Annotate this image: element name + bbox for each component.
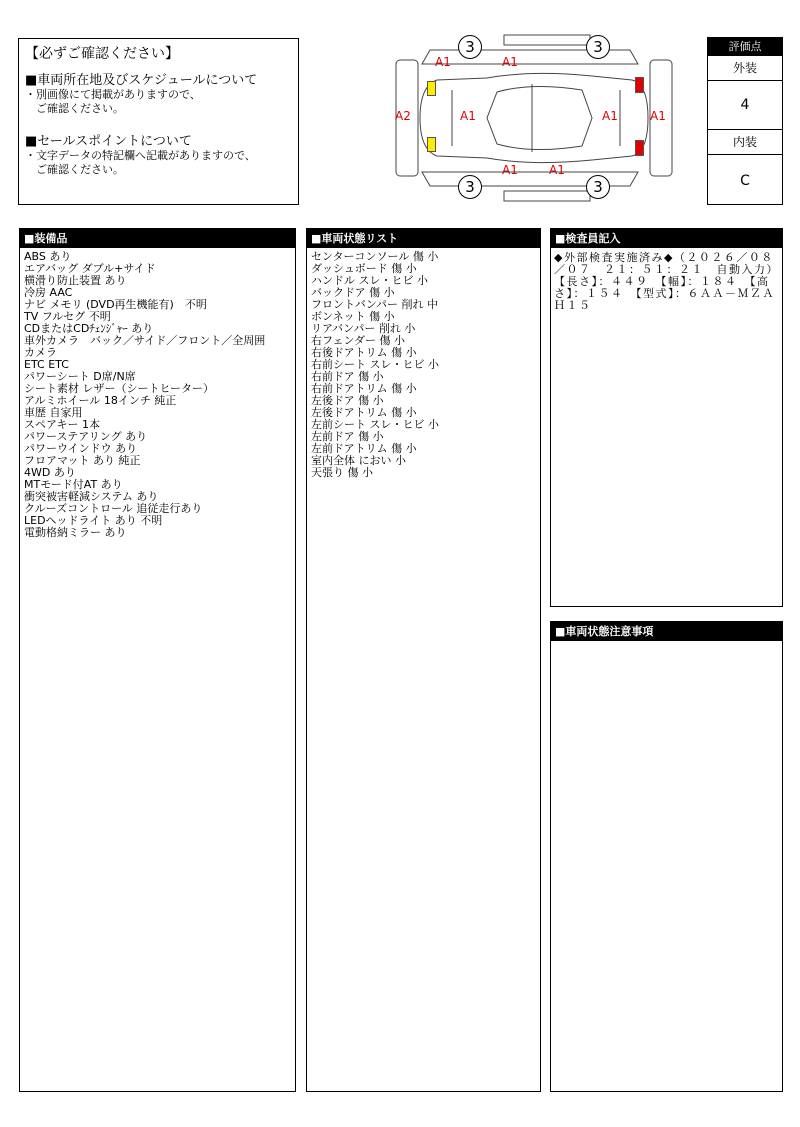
equipment-item: LEDヘッドライト あり 不明 (24, 514, 163, 527)
condition-header: ■車両状態リスト (307, 229, 540, 248)
equipment-item: フロアマット あり 純正 (24, 454, 141, 467)
damage-mark: A1 (650, 109, 666, 123)
equipment-item: 車歴 自家用 (24, 406, 83, 419)
damage-mark: A1 (549, 163, 565, 177)
condition-item: 左前シート スレ・ヒビ 小 (311, 418, 439, 431)
tire-mark-rear-right: 3 (586, 175, 610, 199)
inspector-header: ■検査員記入 (551, 229, 782, 248)
condition-item: 右前ドア 傷 小 (311, 370, 384, 383)
equipment-item: ナビ メモリ (DVD再生機能有) 不明 (24, 298, 207, 311)
notice-title: 【必ずご確認ください】 (25, 46, 179, 62)
condition-item: 天張り 傷 小 (311, 466, 373, 479)
lamp-left-bottom-yellow (427, 137, 436, 152)
equipment-item: パワーステアリング あり (24, 430, 148, 443)
condition-item: リアバンパー 削れ 小 (311, 322, 416, 335)
condition-item: 右前ドアトリム 傷 小 (311, 382, 417, 395)
notice-section-location-line1: ・別画像にて掲載がありますので、 (25, 88, 201, 101)
condition-notes-panel (550, 621, 783, 1092)
damage-mark: A1 (602, 109, 618, 123)
equipment-item: 冷房 AAC (24, 286, 73, 299)
damage-mark: A1 (502, 55, 518, 69)
equipment-item: スペアキー 1本 (24, 418, 101, 431)
equipment-item: シート素材 レザー（シートヒーター） (24, 382, 215, 395)
lamp-right-bottom-red (635, 140, 644, 156)
exterior-value: 4 (708, 81, 782, 130)
equipment-item: 4WD あり (24, 466, 76, 479)
equipment-item: CDまたはCDﾁｪﾝｼﾞｬｰ あり (24, 322, 154, 335)
condition-panel (306, 228, 541, 1092)
equipment-item: 衝突被害軽減システム あり (24, 490, 159, 503)
condition-item: センターコンソール 傷 小 (311, 250, 439, 263)
equipment-item: カメラ (24, 346, 57, 359)
score-header: 評価点 (708, 38, 782, 56)
condition-notes-header: ■車両状態注意事項 (551, 622, 782, 641)
condition-item: 左前ドアトリム 傷 小 (311, 442, 417, 455)
equipment-item: クルーズコントロール 追従走行あり (24, 502, 203, 515)
condition-item: 右前シート スレ・ヒビ 小 (311, 358, 439, 371)
tire-mark-rear-left: 3 (586, 35, 610, 59)
condition-item: 右後ドアトリム 傷 小 (311, 346, 417, 359)
equipment-item: 電動格納ミラー あり (24, 526, 127, 539)
inspector-text: ◆外部検査実施済み◆（２０２６／０８／０７ ２１：５１：２１ 自動入力）【長さ】：４４９ 【幅】：１８４ 【高さ】：１５４ 【型式】：６ＡＡ－ＭＺＡＨ１５ (554, 251, 779, 312)
equipment-panel (19, 228, 296, 1092)
notice-section-sales-line1: ・文字データの特記欄へ記載がありますので、 (25, 149, 256, 162)
equipment-item: MTモード付AT あり (24, 478, 123, 491)
equipment-list (20, 248, 295, 542)
damage-mark: A1 (435, 55, 451, 69)
condition-item: ダッシュボード 傷 小 (311, 262, 417, 275)
condition-list (307, 248, 540, 482)
condition-item: 室内全体 におい 小 (311, 454, 406, 467)
condition-item: 左前ドア 傷 小 (311, 430, 384, 443)
equipment-item: エアバッグ ダブル+サイド (24, 262, 156, 275)
equipment-item: 横滑り防止装置 あり (24, 274, 127, 287)
condition-item: 右フェンダー 傷 小 (311, 334, 406, 347)
car-damage-diagram (392, 32, 674, 204)
damage-mark: A1 (502, 163, 518, 177)
equipment-item: 車外カメラ バック／サイド／フロント／全周囲 (24, 334, 266, 347)
evaluation-score-box (707, 37, 783, 205)
notice-section-sales-heading: ■セールスポイントについて (25, 134, 192, 149)
condition-item: ボンネット 傷 小 (311, 310, 395, 323)
notice-box (18, 38, 299, 205)
condition-item: バックドア 傷 小 (311, 286, 395, 299)
exterior-label: 外装 (708, 56, 782, 81)
interior-value: C (740, 173, 750, 189)
tire-mark-front-left: 3 (458, 35, 482, 59)
equipment-item: ETC ETC (24, 358, 69, 371)
notice-section-location-line2: ご確認ください。 (25, 102, 124, 115)
condition-item: 左後ドアトリム 傷 小 (311, 406, 417, 419)
equipment-item: TV フルセグ 不明 (24, 310, 111, 323)
damage-mark: A2 (395, 109, 411, 123)
damage-mark: A1 (460, 109, 476, 123)
lamp-right-top-red (635, 77, 644, 93)
equipment-item: パワーシート D席/N席 (24, 370, 136, 383)
condition-item: ハンドル スレ・ヒビ 小 (311, 274, 428, 287)
inspector-panel (550, 228, 783, 607)
tire-mark-front-right: 3 (458, 175, 482, 199)
condition-item: 左後ドア 傷 小 (311, 394, 384, 407)
equipment-item: ABS あり (24, 250, 72, 263)
interior-label: 内装 (708, 130, 782, 155)
condition-item: フロントバンパー 削れ 中 (311, 298, 439, 311)
equipment-item: アルミホイール 18インチ 純正 (24, 394, 177, 407)
equipment-item: パワーウインドウ あり (24, 442, 138, 455)
equipment-header: ■装備品 (20, 229, 295, 248)
notice-section-sales-line2: ご確認ください。 (25, 163, 124, 176)
lamp-left-top-yellow (427, 81, 436, 96)
notice-section-location-heading: ■車両所在地及びスケジュールについて (25, 73, 258, 88)
